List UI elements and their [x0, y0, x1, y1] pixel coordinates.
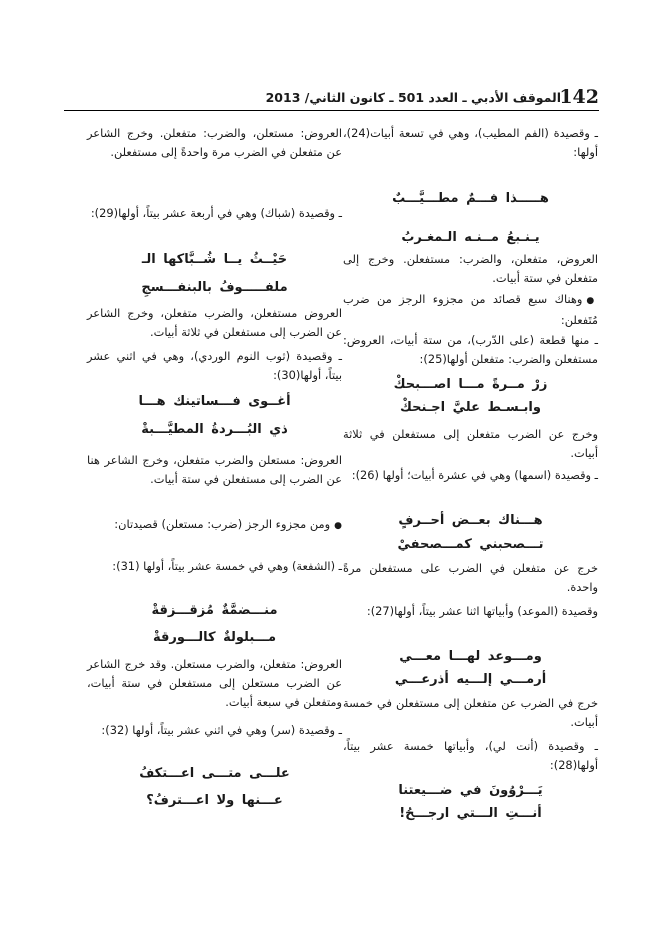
page-number: 142 [559, 86, 599, 108]
paragraph: ـ وقصيدة (سر) وهي في اثني عشر بيتاً، أولها (32): [101, 723, 342, 737]
verse-line: ملفـــــوفُ بالبنفـــسجِ [141, 280, 288, 295]
verse-line: تـــصحبني كمـــصحفيْ [397, 537, 544, 552]
verse-line: زرْ مــرةً مـــا اصـــبحكْ [393, 377, 548, 392]
paragraph: ـ منها قطعة (على الدّرب)، من ستة أبيات، العروض: مستفعلن والضرب: متفعلن أولها(25): [343, 333, 598, 366]
verse-line: منـــضمَّةٌ مُزقـــزقةْ [151, 603, 278, 618]
paragraph: وخرج عن الضرب متفعلن إلى مستفعلن في ثلاثة أبيات. [343, 427, 598, 460]
verse-line: ومـــوعد لهـــا معـــي [399, 649, 542, 664]
verse-line: أغــوى فـــساتينك هـــا [138, 394, 291, 409]
verse-line: ذي البُـــردةُ المطيَّـــبةْ [141, 422, 288, 437]
paragraph: العروض: متفعلن، والضرب مستعلن. وقد خرج الشاعر عن الضرب مستعلن إلى مستفعلن في ستة أبيات، ومتفعلن في سبعة أبيات. [87, 657, 342, 709]
paragraph: ـ وقصيدة (شباك) وهي في أربعة عشر بيتاً، أولها(29): [90, 206, 342, 220]
verse-line: علـــى متـــى اعـــتكفُ [139, 766, 290, 781]
paragraph: خرج عن متفعلن في الضرب على مستفعلن مرةً واحدة. [343, 561, 598, 594]
verse-line: حَيْــثُ يــا شُــبَّاكها الـ [141, 252, 288, 267]
paragraph: العروض: مستعلن والضرب متفعلن، وخرج الشاعر هنا عن الضرب إلى مستفعلن في ستة أبيات. [87, 453, 342, 486]
journal-issue-title: الموقف الأدبي ـ العدد 501 ـ كانون الثاني/ 2013 [265, 90, 561, 105]
verse-line: عـــنها ولا اعـــترفُ؟ [146, 793, 283, 808]
paragraph: العروض: مستعلن، والضرب: متفعلن. وخرج الشاعر عن متفعلن في الضرب مرة واحدةً إلى مستفعلن. [87, 126, 342, 159]
paragraph: خرج في الضرب عن متفعلن إلى مستفعلن في خمسة أبيات. [343, 696, 598, 729]
verse-line: أرمـــي إلـــيه أذرعـــي [394, 672, 547, 687]
paragraph: ـ وقصيدة (اسمها) وهي في عشرة أبيات؛ أولها (26): [351, 468, 598, 482]
bullet-paragraph: ● ومن مجزوء الرجز (ضرب: مستعلن) قصيدتان: [87, 515, 342, 536]
paragraph: العروض، متفعلن، والضرب: مستفعلن. وخرج إلى متفعلن في ستة أبيات. [343, 252, 598, 285]
paragraph: ـ وقصيدة (ثوب النوم الوردي)، وهي في اثني عشر بيتاً، أولها(30): [87, 349, 342, 382]
verse-line: هـــناك بعــض أحــرفٍ [398, 513, 543, 528]
verse-line: وابـسـط عليَّ اجـنحكْ [400, 400, 541, 415]
paragraph: وقصيدة (الموعد) وأبياتها اثنا عشر بيتاً، أولها(27): [366, 604, 598, 618]
paragraph: العروض مستفعلن، والضرب متفعلن، وخرج الشاعر عن الضرب إلى مستفعلن في ثلاثة أبيات. [87, 306, 342, 339]
verse-line: يَـــرْوُونَ في ضـــيعتنا [398, 783, 543, 798]
verse-line: أنـــتِ الـــتي ارجـــحُ! [399, 806, 542, 821]
paragraph: ـ (الشفعة) وهي في خمسة عشر بيتاً، أولها (31): [112, 559, 342, 573]
verse-line: مـــبلولةٌ كالـــورقةْ [152, 630, 277, 645]
running-header [0, 0, 661, 110]
verse-line: هـــــذا فـــمٌ مطـــيَّـــبٌ [392, 191, 549, 206]
header-divider [64, 110, 599, 111]
bullet-paragraph: ● وهناك سبع قصائد من مجزوء الرجز من ضرب مُتَفعلن: [343, 290, 598, 330]
paragraph: ـ وقصيدة (أنت لي)، وأبياتها خمسة عشر بيتاً، أولها(28): [343, 739, 598, 772]
verse-line: يـنـبعُ مــنـه الـمغـربُ [401, 230, 540, 245]
paragraph: ـ وقصيدة (الفم المطيب)، وهي في تسعة أبيات(24)، أولها: [343, 126, 598, 159]
